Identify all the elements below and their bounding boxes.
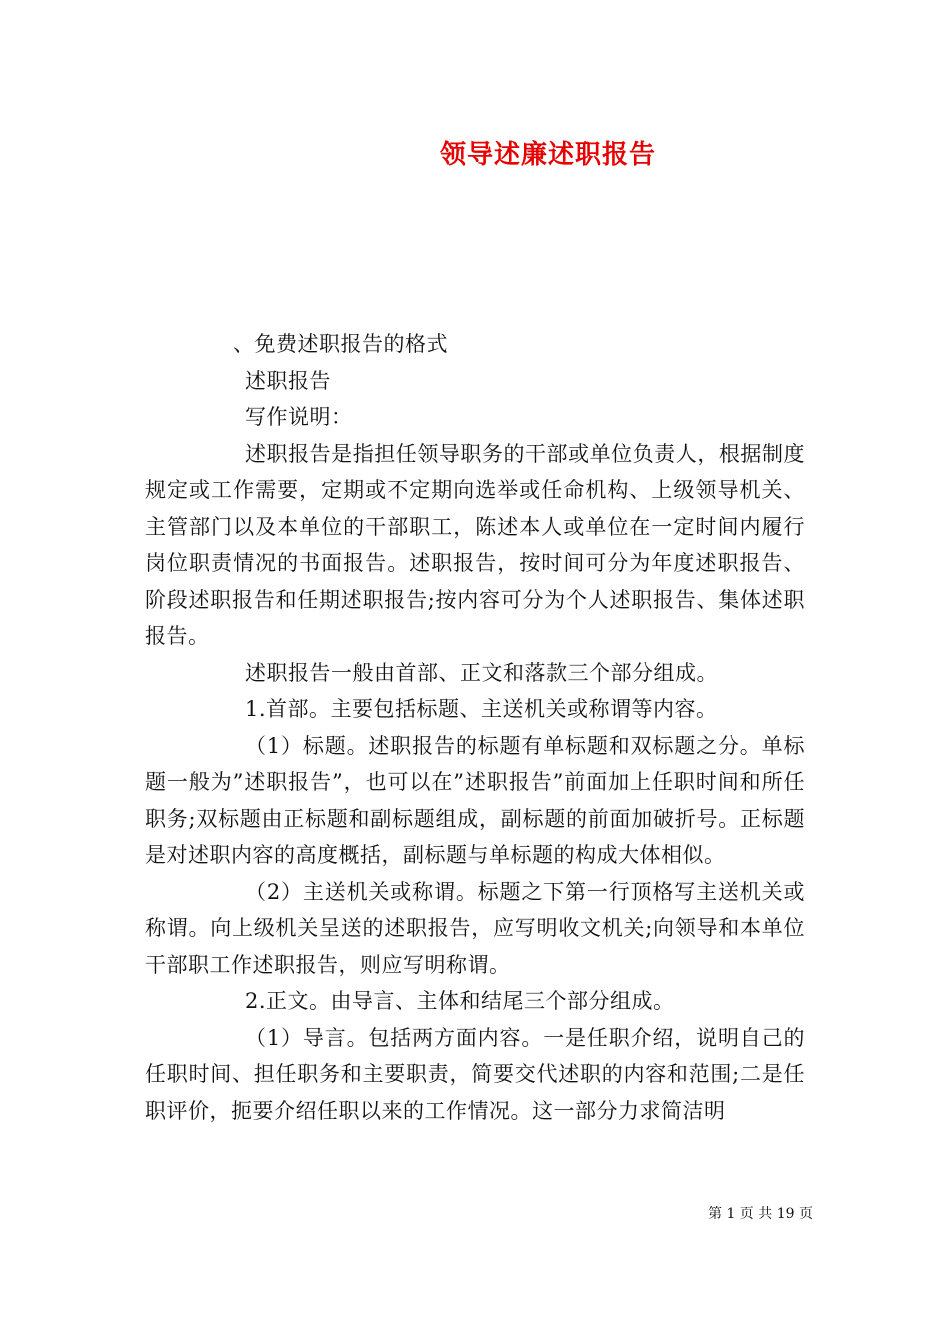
paragraph-definition: 述职报告是指担任领导职务的干部或单位负责人，根据制度规定或工作需要，定期或不定期向选举或任命机构、上级领导机关、主管部门以及本单位的干部职工，陈述本人或单位在一定时间内履行岗位职责情况的书面报告。述职报告，按时间可分为年度述职报告、阶段述职报告和任期述职报告;按内容可分为个人述职报告、集体述职报告。 (145, 441, 805, 648)
document-body (145, 326, 805, 1129)
paragraph-recipient-rules: （2）主送机关或称谓。标题之下第一行顶格写主送机关或称谓。向上级机关呈送的述职报告，应写明收文机关;向领导和本单位干部职工作述职报告，则应写明称谓。 (145, 879, 805, 977)
paragraph-writing-note: 写作说明： (245, 405, 353, 429)
document-title: 领导述廉述职报告 (440, 140, 657, 170)
page-number: 第 1 页 共 19 页 (708, 1206, 813, 1222)
paragraph-title-rules: （1）标题。述职报告的标题有单标题和双标题之分。单标题一般为”述职报告”，也可以在”述职报告”前面加上任职时间和所任职务;双标题由正标题和副标题组成，副标题的前面加破折号。正标题是对述职内容的高度概括，副标题与单标题的构成大体相似。 (145, 733, 805, 867)
paragraph-structure: 述职报告一般由首部、正文和落款三个部分组成。 (245, 660, 718, 685)
paragraph-introduction: （1）导言。包括两方面内容。一是任职介绍，说明自己的任职时间、担任职务和主要职责，简要交代述职的内容和范围;二是任职评价，扼要介绍任职以来的工作情况。这一部分力求简洁明 (145, 1025, 805, 1123)
paragraph-subtitle: 述职报告 (245, 368, 331, 393)
paragraph-heading: 、免费述职报告的格式 (233, 332, 448, 356)
paragraph-header-section: 1.首部。主要包括标题、主送机关或称谓等内容。 (245, 697, 718, 721)
paragraph-body-section: 2.正文。由导言、主体和结尾三个部分组成。 (245, 989, 675, 1013)
